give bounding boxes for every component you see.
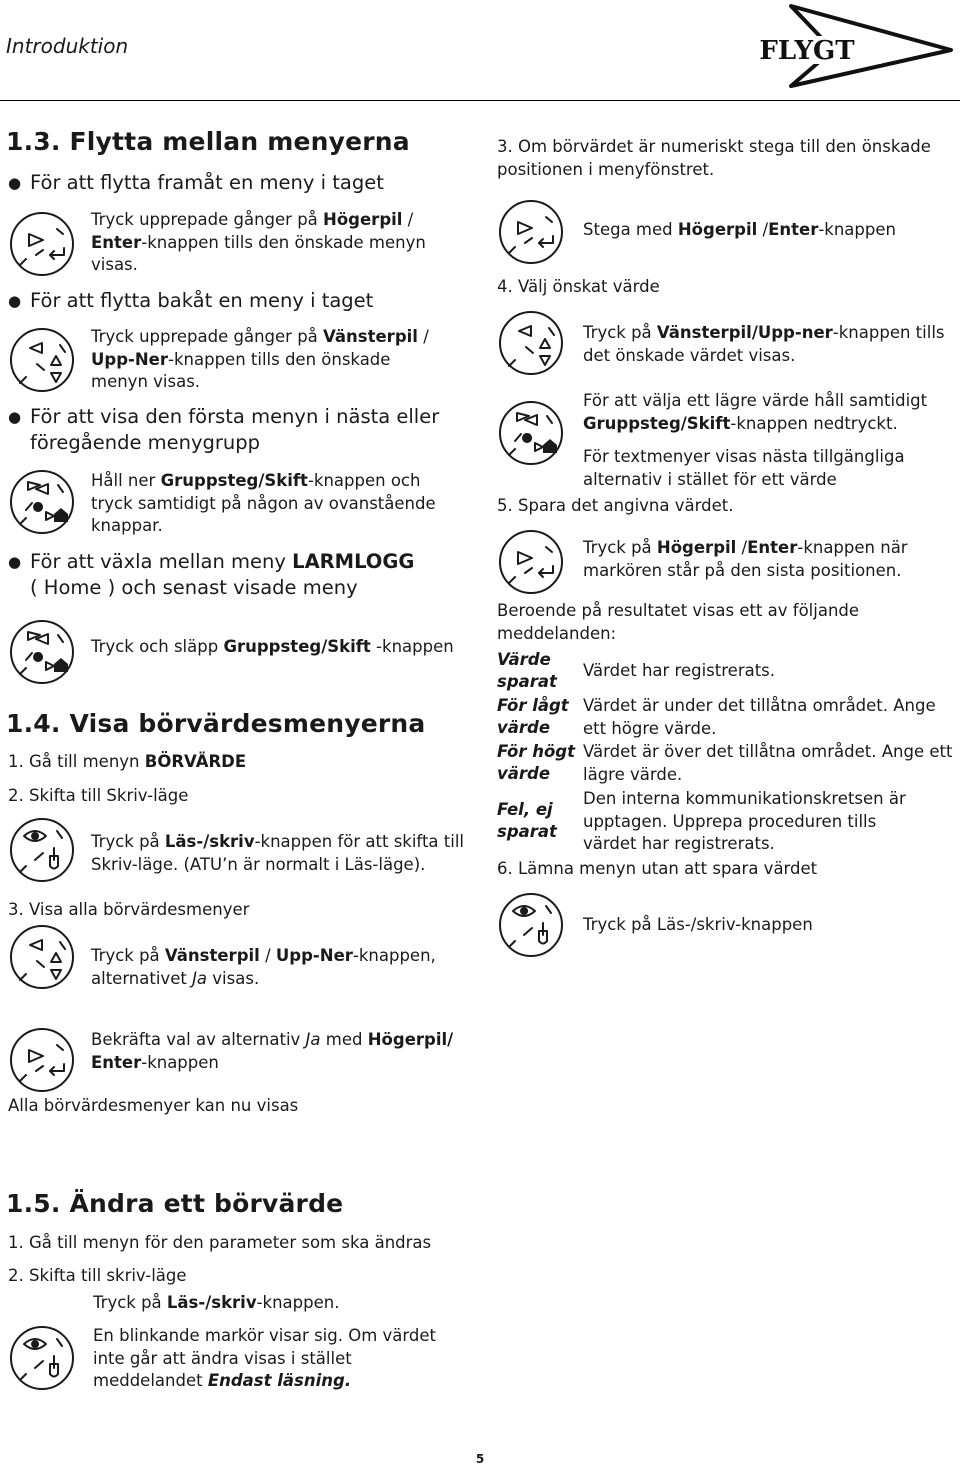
bullet-first-menu: ● För att visa den första menyn i nästa eller föregående menygrupp [8, 405, 440, 454]
bullet-dot: ● [8, 292, 22, 310]
result-label: Fel, ej sparat [497, 800, 557, 841]
step-show-all: 3. Visa alla börvärdesmenyer [8, 900, 250, 919]
show-all-instruction: Tryck på Vänsterpil / Upp-Ner-knappen, alternativet Ja visas. [91, 946, 436, 988]
read-write-key-icon [499, 893, 563, 957]
write-key-instruction: Tryck på Läs-/skriv-knappen. [93, 1293, 340, 1312]
right-arrow-enter-key-icon [10, 212, 74, 276]
flygt-logo [733, 2, 955, 88]
section-1-3-title: 1.3. Flytta mellan menyerna [6, 127, 410, 156]
result-intro: Beroende på resultatet visas ett av följande meddelanden: [497, 601, 860, 643]
step-exit: 6. Lämna menyn utan att spara värdet [497, 859, 818, 878]
group-shift-key-icon [10, 470, 74, 534]
all-menus-note: Alla börvärdesmenyer kan nu visas [8, 1096, 299, 1115]
right-arrow-enter-key-icon [499, 200, 563, 264]
result-label: För lågt värde [497, 696, 569, 737]
step-goto-borvarde: 1. Gå till menyn BÖRVÄRDE [8, 752, 247, 771]
logo-text: FLYGT [759, 36, 855, 66]
left-arrow-updown-key-icon [10, 925, 74, 989]
exit-instruction: Tryck på Läs-/skriv-knappen [583, 915, 813, 934]
section-title: Introduktion [6, 34, 129, 58]
result-text: Värdet har registrerats. [583, 661, 776, 680]
step-write-mode: 2. Skifta till Skriv-läge [8, 786, 189, 805]
step-numeric: 3. Om börvärdet är numeriskt stega till den önskade positionen i menyfönstret. [497, 137, 931, 179]
result-label: För högt värde [497, 742, 575, 783]
step-choose-value: 4. Välj önskat värde [497, 277, 660, 296]
group-shift-key-icon [10, 620, 74, 684]
text-menu-note: För textmenyer visas nästa tillgängliga alternativ i stället för ett värde [583, 447, 905, 489]
group-shift-key-icon [499, 401, 563, 465]
bullet-dot: ● [8, 174, 22, 192]
step-write-mode-2: 2. Skifta till skriv-läge [8, 1266, 187, 1285]
write-mode-instruction: Tryck på Läs-/skriv-knappen för att skifta till Skriv-läge. (ATU’n är normalt i Läs-läge). [91, 832, 465, 874]
page-number: 5 [475, 1452, 485, 1466]
lower-value-note: För att välja ett lägre värde håll samtidigt Gruppsteg/Skift-knappen nedtryckt. [583, 391, 928, 433]
step-save: 5. Spara det angivna värdet. [497, 496, 734, 515]
step-goto-parameter: 1. Gå till menyn för den parameter som ska ändras [8, 1233, 432, 1252]
section-1-4-title: 1.4. Visa börvärdesmenyerna [6, 709, 426, 738]
result-text: Värdet är under det tillåtna området. Ange ett högre värde. [583, 696, 936, 738]
choose-value-instruction: Tryck på Vänsterpil/Upp-ner-knappen tills det önskade värdet visas. [583, 323, 945, 365]
first-menu-instruction: Håll ner Gruppsteg/Skift-knappen och tryck samtidigt på någon av ovanstående knappar. [91, 471, 436, 535]
confirm-instruction: Bekräfta val av alternativ Ja med Högerpil/ Enter-knappen [91, 1030, 454, 1072]
read-write-key-icon [10, 1326, 74, 1390]
right-arrow-enter-key-icon [499, 530, 563, 594]
save-instruction: Tryck på Högerpil /Enter-knappen när markören står på den sista positionen. [583, 538, 908, 580]
header-rule [0, 100, 960, 101]
bullet-forward: ● För att flytta framåt en meny i taget [8, 171, 384, 194]
backward-instruction: Tryck upprepade gånger på Vänsterpil / Upp-Ner-knappen tills den önskade menyn visas. [91, 327, 429, 391]
left-arrow-updown-key-icon [10, 328, 74, 392]
bullet-larmlogg: ● För att växla mellan meny LARMLOGG ( Home ) och senast visade meny [8, 550, 415, 599]
right-arrow-enter-key-icon [10, 1028, 74, 1092]
section-1-5-title: 1.5. Ändra ett börvärde [6, 1189, 344, 1218]
result-text: Den interna kommunikationskretsen är upptagen. Upprepa proceduren tills värdet har registrerats. [583, 789, 906, 853]
cursor-note: En blinkande markör visar sig. Om värdet inte går att ändra visas i stället meddelandet Endast läsning. [93, 1326, 436, 1390]
read-write-key-icon [10, 818, 74, 882]
forward-instruction: Tryck upprepade gånger på Högerpil / Enter-knappen tills den önskade menyn visas. [91, 210, 426, 274]
left-arrow-updown-key-icon [499, 311, 563, 375]
step-numeric-instruction: Stega med Högerpil /Enter-knappen [583, 220, 896, 239]
bullet-dot: ● [8, 553, 22, 571]
bullet-backward: ● För att flytta bakåt en meny i taget [8, 289, 374, 312]
result-text: Värdet är över det tillåtna området. Ange ett lägre värde. [583, 742, 953, 784]
larmlogg-instruction: Tryck och släpp Gruppsteg/Skift -knappen [91, 637, 454, 656]
bullet-dot: ● [8, 408, 22, 426]
result-label: Värde sparat [497, 650, 557, 691]
